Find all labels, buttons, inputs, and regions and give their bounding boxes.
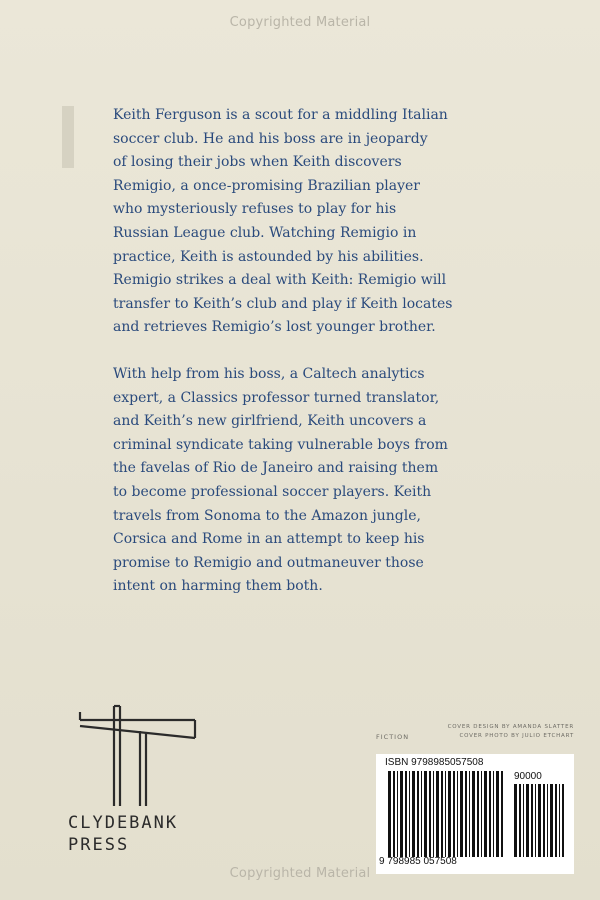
price-code: 90000: [514, 771, 542, 782]
publisher-line-2: PRESS: [68, 835, 130, 855]
copyright-watermark-top: Copyrighted Material: [229, 15, 371, 30]
cover-credits: [448, 723, 574, 741]
genre-label: FICTION: [376, 733, 410, 741]
isbn-barcode-box: [376, 754, 574, 874]
design-credit: COVER DESIGN BY AMANDA SLATTER: [447, 724, 574, 730]
publisher-line-1: CLYDEBANK: [68, 813, 179, 833]
blurb-paragraph-2: With help from his boss, a Caltech analytics expert, a Classics professor turned translator, and Keith’s new girlfriend, Keith uncovers a criminal syndicate taking vulnerable boys from the favelas of Rio de Janeiro and raising them to become professional soccer players. Keith travels from Sonoma to the Amazon jungle, Corsica and Rome in an attempt to keep his promise to Remigio and outmaneuver those intent on harming them both.: [113, 365, 448, 595]
photo-credit: COVER PHOTO BY JULIO ETCHART: [459, 733, 574, 739]
crane-logo-icon: [70, 698, 200, 808]
publisher-name: [68, 812, 218, 856]
book-blurb: [113, 104, 463, 599]
decorative-side-bar: [62, 106, 74, 168]
isbn-digits: 9 798985 057508: [379, 856, 457, 867]
isbn-label: ISBN 9798985057508: [385, 757, 484, 768]
copyright-watermark-bottom: Copyrighted Material: [229, 866, 371, 881]
blurb-paragraph-1: Keith Ferguson is a scout for a middling Italian soccer club. He and his boss are in jeopardy of losing their jobs when Keith discovers Remigio, a once-promising Brazilian player who mysteriously refuses to play for his Russian League club. Watching Remigio in practice, Keith is astounded by his abilities. Remigio strikes a deal with Keith: Remigio will transfer to Keith’s club and play if Keith locates and retrieves Remigio’s lost younger brother.: [113, 107, 453, 336]
